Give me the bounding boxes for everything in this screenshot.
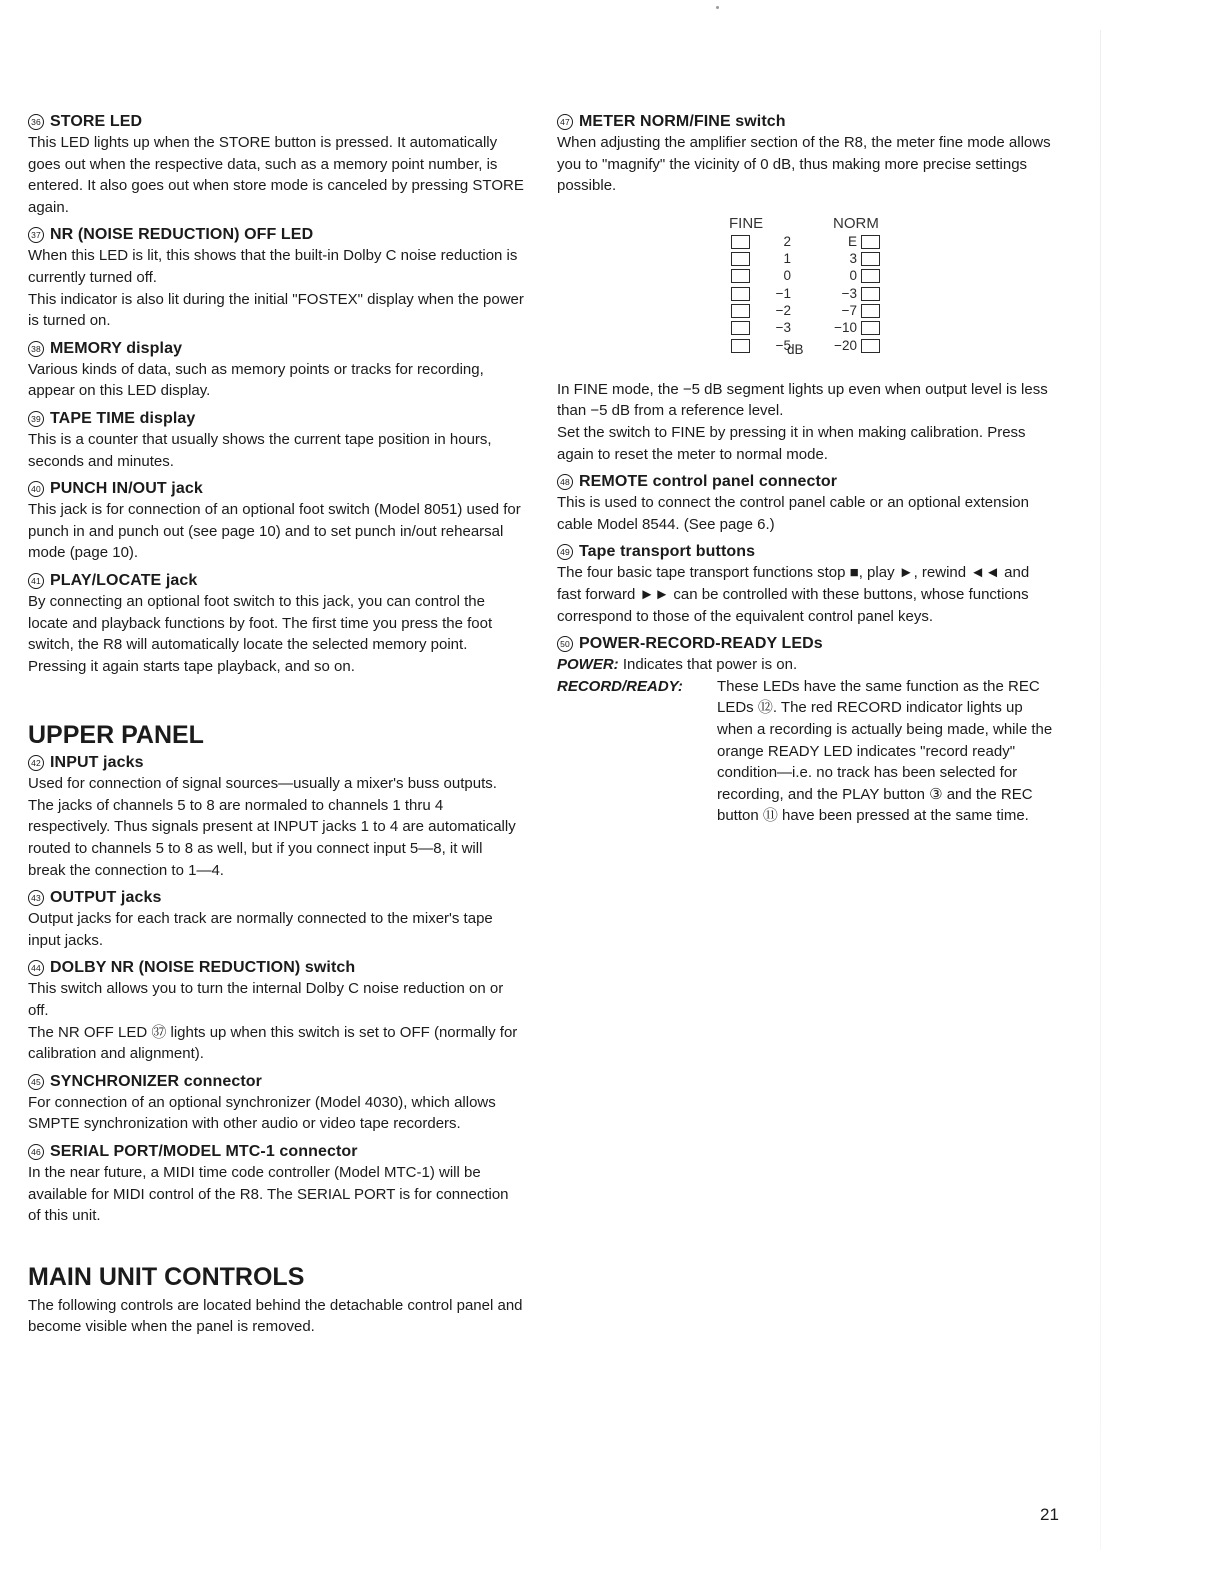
manual-item (28, 888, 524, 951)
record-ready-definition (557, 676, 1055, 827)
item-paragraph: This LED lights up when the STORE button is pressed. It automatically goes out when the respective data, such as a memory point number, is entered. It also goes out when store mode is canceled by pressing STORE again. (28, 134, 524, 216)
item-paragraph: Used for connection of signal sources—usually a mixer's buss outputs. (28, 775, 497, 793)
fine-segment-value: −2 (775, 302, 791, 318)
fine-mode-notes (557, 379, 1055, 465)
manual-item (28, 571, 524, 677)
item-title: NR (NOISE REDUCTION) OFF LED (50, 226, 314, 244)
item-paragraph: Various kinds of data, such as memory points or tracks for recording, appear on this LED display. (28, 360, 484, 400)
fine-segment-box (731, 321, 750, 335)
fine-mode-note: Set the switch to FINE by pressing it in when making calibration. Press again to reset the meter to normal mode. (557, 423, 1026, 463)
item-number-badge: 48 (557, 474, 573, 490)
manual-item (28, 409, 524, 472)
item-number-badge: 38 (28, 341, 44, 357)
manual-item (28, 339, 524, 402)
norm-segment-value: −10 (834, 320, 857, 336)
item-number-badge: 39 (28, 411, 44, 427)
item-number-badge: 43 (28, 890, 44, 906)
fine-segment-value: 2 (783, 233, 791, 249)
main-unit-controls-text: The following controls are located behind the detachable control panel and become visible when the panel is removed. (28, 1296, 523, 1336)
item-heading (28, 1072, 524, 1092)
item-heading (28, 339, 524, 359)
fine-segment-box (731, 304, 750, 318)
item-heading (28, 571, 524, 591)
item-heading (28, 888, 524, 908)
main-unit-controls-heading: MAIN UNIT CONTROLS (28, 1262, 305, 1291)
upper-panel-items (28, 753, 524, 1227)
manual-item (557, 542, 1055, 627)
norm-segment-value: −20 (834, 337, 857, 353)
fine-mode-note: In FINE mode, the −5 dB segment lights up even when output level is less than −5 dB from a reference level. (557, 380, 1048, 420)
norm-segment-box (861, 321, 880, 335)
item-paragraph: The jacks of channels 5 to 8 are normaled to channels 1 thru 4 respectively. Thus signals present at INPUT jacks 1 to 4 are automatically routed to channels 5 to 8 as well, but if you connect input 5—8, it will break the connection to 1—4. (28, 796, 516, 879)
item-number-badge: 50 (557, 636, 573, 652)
power-definition (557, 654, 1055, 676)
norm-segment-box (861, 304, 880, 318)
right-items (557, 472, 1055, 627)
db-label: dB (787, 341, 804, 357)
fine-segment-box (731, 269, 750, 283)
item-paragraph: When this LED is lit, this shows that the built-in Dolby C noise reduction is currently turned off. (28, 247, 518, 286)
upper-panel-heading: UPPER PANEL (28, 721, 204, 750)
right-column (557, 112, 1055, 834)
item-title: REMOTE control panel connector (579, 473, 838, 491)
item-title: MEMORY display (50, 339, 183, 357)
item-heading (557, 634, 1055, 654)
fine-segment-value: −5 (775, 337, 791, 353)
fine-segment-box (731, 287, 750, 301)
fine-segment-value: 0 (783, 268, 791, 284)
norm-segment-value: −3 (841, 285, 857, 301)
item-number-badge: 41 (28, 573, 44, 589)
item-heading (557, 472, 1055, 492)
manual-item (28, 1142, 524, 1227)
item-heading (557, 542, 1055, 562)
page-number: 21 (1040, 1505, 1059, 1524)
norm-segment-box (861, 339, 880, 353)
item-title: PUNCH IN/OUT jack (50, 480, 203, 498)
item-paragraph: This is a counter that usually shows the current tape position in hours, seconds and minutes. (28, 430, 492, 470)
power-text: Indicates that power is on. (622, 656, 798, 674)
item-paragraph: This is used to connect the control panel cable or an optional extension cable Model 8544. (See page 6.) (557, 494, 1029, 533)
norm-segment-value: 0 (849, 268, 857, 284)
norm-segment-box (861, 287, 880, 301)
manual-item (557, 112, 1055, 197)
item-number-badge: 36 (28, 114, 44, 130)
norm-segment-box (861, 269, 880, 283)
fine-segment-box (731, 252, 750, 266)
item-number-badge: 40 (28, 481, 44, 497)
item-paragraph: This switch allows you to turn the internal Dolby C noise reduction on or off. (28, 980, 504, 1020)
item-number-badge: 37 (28, 227, 44, 243)
manual-item (28, 112, 524, 218)
item-heading (28, 225, 524, 245)
item-title: METER NORM/FINE switch (579, 113, 786, 130)
item-paragraph: In the near future, a MIDI time code controller (Model MTC-1) will be available for MIDI control of the R8. The SERIAL PORT is for connection of this unit. (28, 1164, 509, 1225)
item-heading (28, 958, 524, 978)
norm-segment-value: 3 (849, 251, 857, 267)
item-heading (28, 479, 524, 499)
manual-item (28, 225, 524, 331)
item-paragraph: This indicator is also lit during the initial "FOSTEX" display when the power is turned on. (28, 290, 524, 330)
item-number-badge: 47 (557, 114, 573, 130)
item-title: Tape transport buttons (579, 543, 756, 561)
norm-segment-value: E (847, 233, 857, 249)
item-number-badge: 45 (28, 1074, 44, 1090)
item-number-badge: 44 (28, 960, 44, 976)
item-title: OUTPUT jacks (50, 889, 162, 907)
item-title: POWER-RECORD-READY LEDs (579, 635, 823, 653)
manual-item (28, 958, 524, 1064)
norm-label: NORM (833, 214, 879, 232)
page-edge-shadow (1100, 30, 1101, 1550)
item-heading (28, 1142, 524, 1162)
fine-segment-value: −3 (775, 320, 791, 336)
record-ready-text: These LEDs have the same function as the REC LEDs ⑫. The red RECORD indicator lights up when a recording is actually being made, while the orange READY LED indicates "record ready" condition—i.e. no track has been selected for recording, and the PLAY button ③ and the REC button ⑪ have been pressed at the same time. (717, 677, 1053, 825)
norm-segment-box (861, 235, 880, 249)
record-ready-term: RECORD/READY: (557, 677, 683, 695)
power-record-ready-item (557, 634, 1055, 827)
meter-switch-item (557, 112, 1055, 197)
item-title: TAPE TIME display (50, 409, 196, 427)
item-heading (28, 112, 524, 132)
item-heading (28, 409, 524, 429)
item-paragraph: When adjusting the amplifier section of the R8, the meter fine mode allows you to "magnify" the vicinity of 0 dB, thus making more precise settings possible. (557, 134, 1051, 195)
fine-segment-box (731, 235, 750, 249)
scan-speck (716, 6, 719, 9)
item-number-badge: 42 (28, 755, 44, 771)
left-column (28, 112, 524, 1338)
fine-segment-value: −1 (775, 285, 791, 301)
fine-label: FINE (729, 214, 764, 232)
item-heading (28, 753, 524, 773)
manual-item (28, 753, 524, 881)
manual-item (28, 1072, 524, 1135)
item-paragraph: By connecting an optional foot switch to this jack, you can control the locate and playback functions by foot. The first time you press the foot switch, the R8 will automatically locate the selected memory point. Pressing it again starts tape playback, and so on. (28, 592, 493, 675)
fine-segment-value: 1 (783, 251, 791, 267)
item-title: SYNCHRONIZER connector (50, 1072, 262, 1090)
item-paragraph: This jack is for connection of an optional foot switch (Model 8051) used for punch in and punch out (see page 10) and to set punch in/out rehearsal mode (page 10). (28, 501, 521, 562)
item-number-badge: 49 (557, 544, 573, 560)
item-paragraph: The NR OFF LED ㊲ lights up when this switch is set to OFF (normally for calibration and alignment). (28, 1023, 518, 1063)
item-title: DOLBY NR (NOISE REDUCTION) switch (50, 959, 356, 977)
fine-segment-box (731, 339, 750, 353)
norm-segment-value: −7 (841, 302, 857, 318)
item-title: SERIAL PORT/MODEL MTC-1 connector (50, 1143, 358, 1160)
item-number-badge: 46 (28, 1144, 44, 1160)
norm-segment-box (861, 252, 880, 266)
power-term: POWER: (557, 656, 619, 674)
item-title: STORE LED (50, 113, 143, 130)
meter-diagram (557, 215, 1055, 357)
item-paragraph: Output jacks for each track are normally connected to the mixer's tape input jacks. (28, 910, 493, 949)
item-paragraph: For connection of an optional synchronizer (Model 4030), which allows SMPTE synchronization with other audio or video tape recorders. (28, 1093, 496, 1133)
left-items-top (28, 112, 524, 677)
item-heading (557, 112, 1055, 132)
item-paragraph: The four basic tape transport functions stop ■, play ►, rewind ◄◄ and fast forward ►► can be controlled with these buttons, whose functions correspond to those of the equivalent control panel keys. (557, 564, 1030, 625)
manual-item (28, 479, 524, 564)
manual-item (557, 472, 1055, 535)
item-title: PLAY/LOCATE jack (50, 571, 198, 589)
item-title: INPUT jacks (50, 754, 144, 772)
